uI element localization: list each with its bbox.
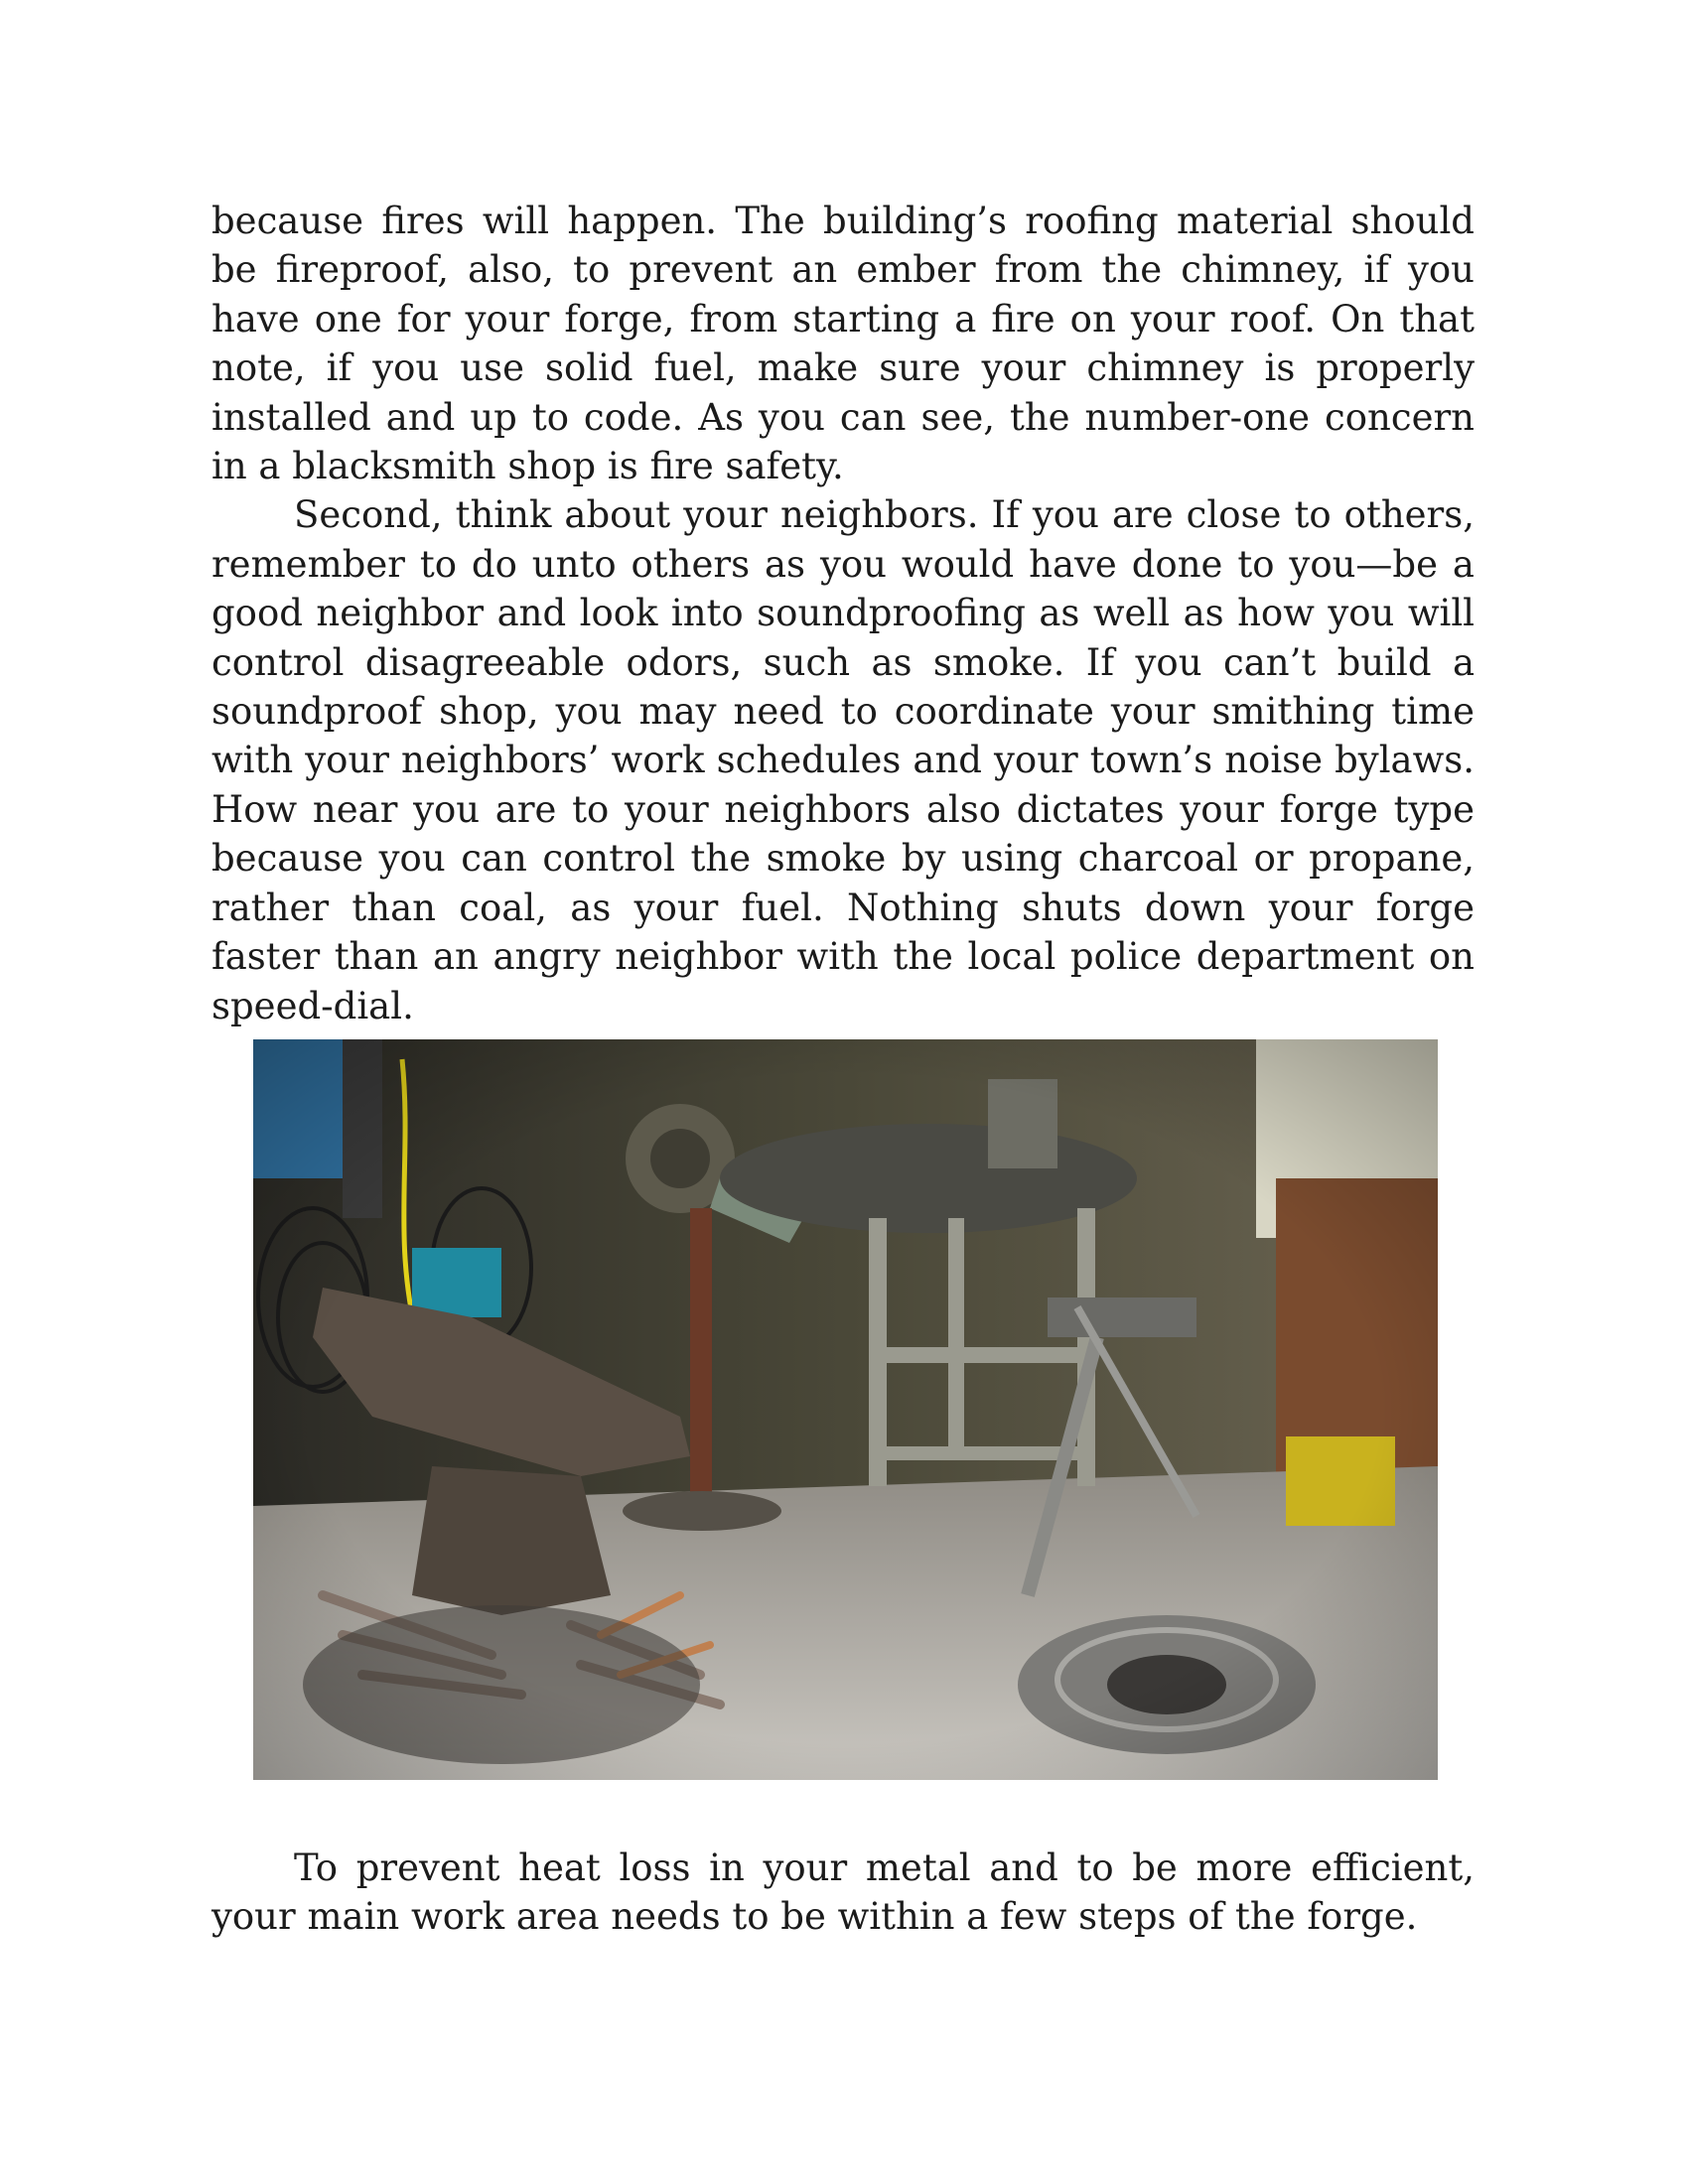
body-text-bottom — [211, 1843, 1475, 1942]
paragraph-work-area: To prevent heat loss in your metal and to be more efficient, your main work area needs to be within a few steps of the forge. — [211, 1846, 1475, 1939]
blacksmith-shop-photo — [253, 1039, 1438, 1780]
body-text-top — [211, 197, 1475, 1030]
paragraph-neighbors: Second, think about your neighbors. If you are close to others, remember to do unto others as you would have done to you—be a good neighbor and look into soundproofing as well as how you will control disagreeable odors, such as smoke. If you can’t build a soundproof shop, you may need to coordinate your smithing time with your neighbors’ work schedules and your town’s noise bylaws. How near you are to your neighbors also dictates your forge type because you can control the smoke by using charcoal or propane, rather than coal, as your fuel. Nothing shuts down your forge faster than an angry neighbor with the local police department on speed-dial. — [211, 493, 1475, 1027]
paragraph-fire-safety: because fires will happen. The building’s roofing material should be fireproof, also, to prevent an ember from the chimney, if you have one for your forge, from starting a fire on your roof. On that note, if you use solid fuel, make sure your chimney is properly installed and up to code. As you can see, the number-one concern in a blacksmith shop is fire safety. — [211, 200, 1475, 488]
